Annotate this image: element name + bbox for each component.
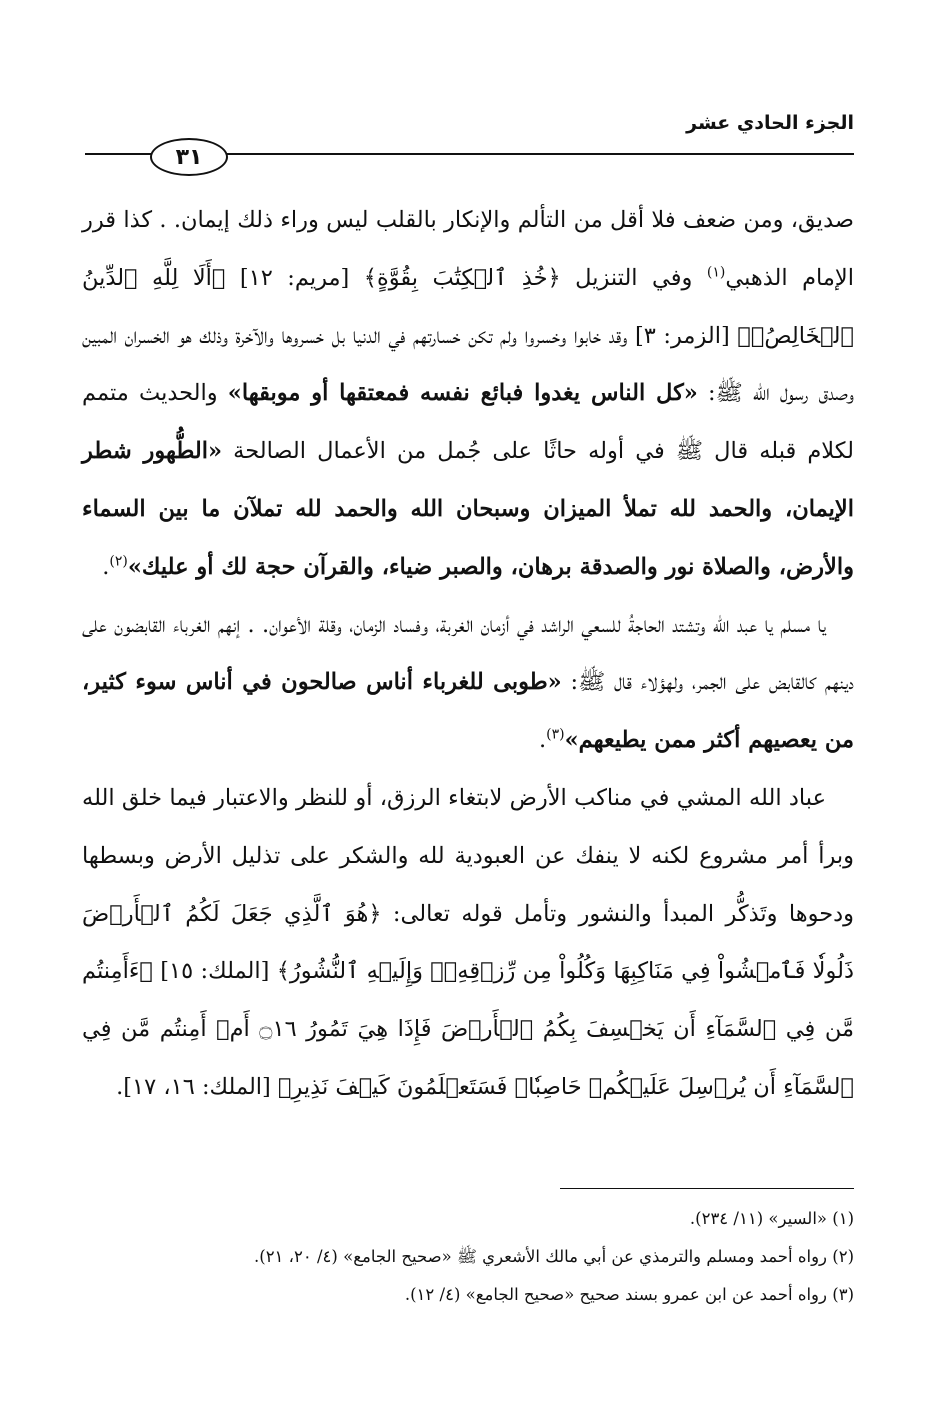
footnotes xyxy=(82,1200,854,1314)
body-text xyxy=(82,192,854,1117)
page-number xyxy=(150,138,228,176)
page-number-text: ٣١ xyxy=(175,144,203,170)
text-run: صديق، ومن ضعف فلا أقل من التألم والإنكار بالقلب ليس وراء ذلك إيمان. . كذا قرر الإمام الذهبي xyxy=(82,207,855,291)
footnote-ref-1: (١) xyxy=(706,264,726,281)
paragraph-3 xyxy=(82,770,854,1117)
text-run: [الملك: ١٥] xyxy=(152,958,277,985)
running-header: الجزء الحادي عشر xyxy=(686,112,854,134)
text-run: عباد الله المشي في مناكب الأرض لابتغاء الرزق، أو للنظر والاعتبار فيما خلق الله وبرأ أمر مشروع لكنه لا ينفك عن العبودية لله والشكر على تذليل الأرض وبسطها ودحوها وتَذكُّر المبدأ والنشور وتأمل قوله تعالى: xyxy=(82,784,854,927)
quran-verse: ﴿أَلَا لِلَّهِ ٱلدِّينُ ٱلۡخَالِصُۚ﴾ xyxy=(82,264,854,349)
paragraph-2 xyxy=(82,597,854,770)
quran-verse: ﴿ءَأَمِنتُم مَّن فِي ٱلسَّمَآءِ أَن يَخۡسِفَ بِكُمُ ٱلۡأَرۡضَ فَإِذَا هِيَ تَمُورُ ۝١٦ أَمۡ أَمِنتُم مَّن فِي ٱلسَّمَآءِ أَن يُرۡسِلَ عَلَيۡكُمۡ حَاصِبٗاۖ فَسَتَعۡلَمُونَ كَيۡفَ نَذِيرِ﴾ xyxy=(82,958,854,1100)
paragraph-1 xyxy=(82,192,854,597)
text-run: [مريم: ١٢] xyxy=(225,264,364,291)
text-run: . xyxy=(102,553,110,580)
footnote-ref-2: (٢) xyxy=(109,553,128,570)
text-run: والحديث متمم لكلام قبله قال ﷺ في أوله حاثًا على جُمل من الأعمال الصالحة xyxy=(82,380,855,465)
text-run: [الزمر: ٣] وقد خابوا وخسروا ولم تكن خسارتهم في الدنيا بل خسروها والآخرة وذلك هو الخسران المبين وصدق رسول الله ﷺ: xyxy=(82,322,854,407)
text-run: [الملك: ١٦، ١٧]. xyxy=(116,1073,278,1100)
text-run: . xyxy=(538,727,547,754)
footnote-ref-3: (٣) xyxy=(546,726,565,743)
hadith-quote: «الطُّهور شطر الإيمان، والحمد لله تملأ الميزان وسبحان الله والحمد لله تملآن ما بين السماء والأرض، والصلاة نور والصدقة برهان، والصبر ضياء، والقرآن حجة لك أو عليك» xyxy=(82,438,854,580)
hadith-quote: «كل الناس يغدوا فبائع نفسه فمعتقها أو موبقها» xyxy=(227,380,698,407)
footnote-rule xyxy=(560,1188,854,1189)
footnote-3: (٣) رواه أحمد عن ابن عمرو بسند صحيح «صحيح الجامع» (٤/ ١٢). xyxy=(404,1285,854,1304)
text-run: يا مسلم يا عبد الله وتشتد الحاجةُ للسعي الراشد في أزمان الغربة، وفساد الزمان، وقلة الأعوان. . إنهم الغرباء القابضون على دينهم كالقابض على الجمر، ولهؤلاء قال ﷺ: xyxy=(82,611,854,696)
footnote-1: (١) «السير» (١١/ ٢٣٤). xyxy=(689,1209,854,1228)
quran-verse: ﴿خُذِ ٱلۡكِتَٰبَ بِقُوَّةٍ﴾ xyxy=(363,264,561,291)
text-run: وفي التنزيل xyxy=(560,264,707,291)
hadith-quote: «طوبى للغرباء أناس صالحون في أناس سوء كثير، من يعصيهم أكثر ممن يطيعهم» xyxy=(82,669,854,754)
footnote-2: (٢) رواه أحمد ومسلم والترمذي عن أبي مالك الأشعري ﷺ «صحيح الجامع» (٤/ ٢٠، ٢١). xyxy=(254,1247,854,1266)
quran-verse: ﴿هُوَ ٱلَّذِي جَعَلَ لَكُمُ ٱلۡأَرۡضَ ذَلُولٗا فَٱمۡشُواْ فِي مَنَاكِبِهَا وَكُلُواْ مِن رِّزۡقِهِۦۖ وَإِلَيۡهِ ٱلنُّشُورُ﴾ xyxy=(82,900,854,985)
